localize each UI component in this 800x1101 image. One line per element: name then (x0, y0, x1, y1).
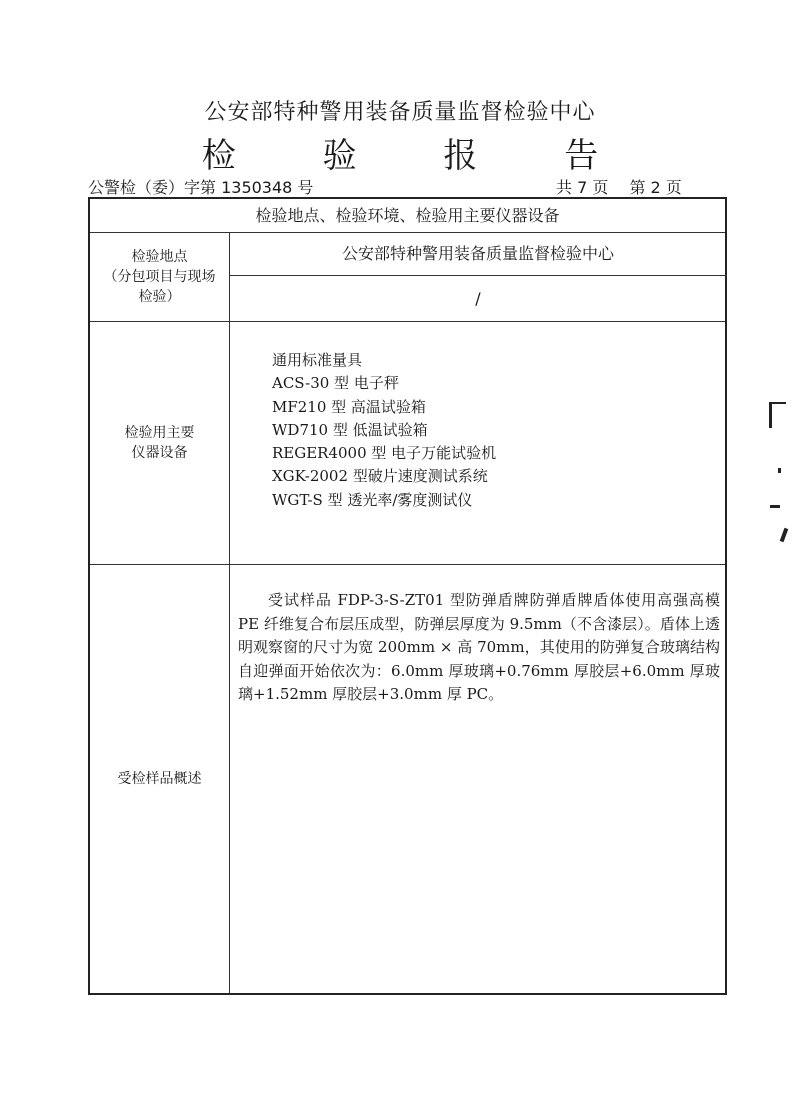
current-page: 第 2 页 (629, 178, 682, 197)
location-label-line-3: 检验） (138, 288, 181, 305)
equipment-label-line-1: 检验用主要 (124, 424, 195, 441)
section-header: 检验地点、检验环境、检验用主要仪器设备 (255, 206, 560, 225)
location-label (90, 232, 229, 321)
location-label-line-2: （分包项目与现场 (103, 268, 216, 285)
scan-mark-icon (778, 468, 781, 473)
equipment-item: 通用标准量具 (272, 351, 363, 369)
equipment-item: ACS-30 型 电子秤 (272, 374, 399, 393)
equipment-item: XGK-2002 型破片速度测试系统 (272, 467, 488, 486)
equipment-item: WGT-S 型 透光率/雾度测试仪 (272, 490, 473, 509)
page-info (556, 175, 682, 198)
report-number: 公警检（委）字第 1350348 号 (88, 178, 314, 197)
equipment-item: REGER4000 型 电子万能试验机 (272, 444, 497, 463)
location-label-line-1: 检验地点 (131, 248, 188, 265)
total-pages: 共 7 页 (556, 178, 609, 197)
sample-description: 受试样品 FDP-3-S-ZT01 型防弹盾牌防弹盾牌盾体使用高强高模 PE 纤维复合布层压成型，防弹层厚度为 9.5mm（不含漆层）。盾体上透明观察窗的尺寸为宽 200mm × 高 70mm，其使用的防弹复合玻璃结构自迎弹面开始依次为：6.0mm 厚玻璃+0.76mm 厚胶层+6.0mm 厚玻璃+1.52mm 厚胶层+3.0mm 厚 PC。 (238, 591, 720, 703)
subcontract-value: / (475, 289, 481, 308)
equipment-list (272, 349, 496, 512)
scan-mark-icon (770, 505, 780, 508)
scan-mark-icon (769, 402, 786, 428)
equipment-item: WD710 型 低温试验箱 (272, 420, 428, 439)
equipment-label-line-2: 仪器设备 (131, 444, 188, 461)
column-divider (229, 232, 230, 993)
location-value: 公安部特种警用装备质量监督检验中心 (341, 244, 614, 263)
report-title: 检 验 报 告 (201, 136, 637, 176)
equipment-label (90, 321, 229, 564)
org-title: 公安部特种警用装备质量监督检验中心 (204, 100, 596, 125)
equipment-item: MF210 型 高温试验箱 (272, 397, 426, 416)
scan-mark-icon (780, 528, 789, 543)
sample-label: 受检样品概述 (117, 771, 202, 787)
report-table (88, 197, 727, 995)
